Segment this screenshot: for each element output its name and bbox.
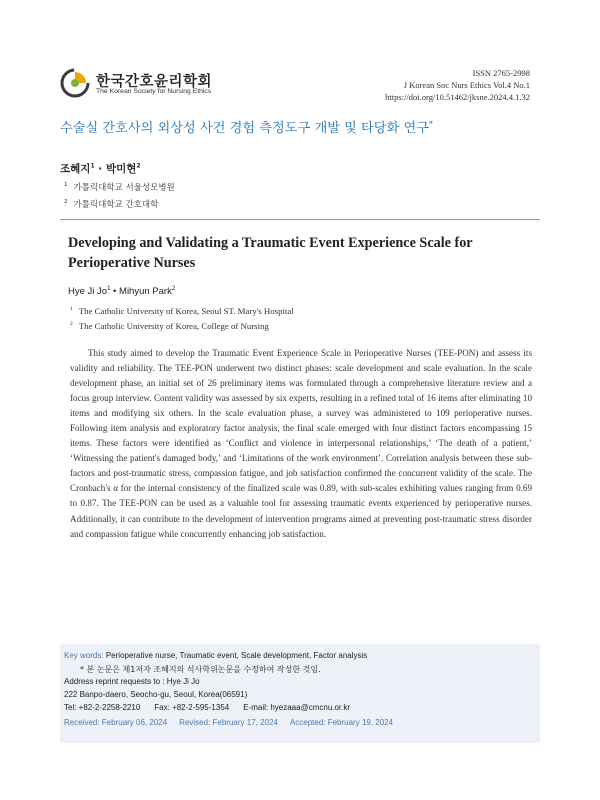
accepted-date: Accepted: February 19, 2024: [289, 718, 394, 727]
doi-link[interactable]: https://doi.org/10.51462/jksne.2024.4.1.32: [385, 92, 530, 102]
keywords-label: Key words:: [64, 651, 104, 660]
society-logo-icon: [60, 68, 90, 98]
received-date: Received: February 06, 2024: [64, 718, 168, 727]
english-affiliation-2: $^2$ The Catholic University of Korea, College of Nursing: [70, 321, 269, 331]
address: 222 Banpo-daero, Seocho-gu, Seoul, Korea(06591): [64, 690, 248, 699]
email[interactable]: E-mail: hyezaaa@cmcnu.or.kr: [243, 703, 351, 712]
english-affiliation-1: $^1$ The Catholic University of Korea, Seoul ST. Mary's Hospital: [70, 306, 294, 316]
reprint-request: Address reprint requests to : Hye Ji Jo: [64, 677, 200, 686]
korean-title: 수술실 간호사의 외상성 사건 경험 측정도구 개발 및 타당화 연구*: [60, 119, 433, 136]
issn: ISSN 2765-2998: [472, 68, 530, 78]
divider: [60, 219, 540, 220]
korean-author-1: 조혜지: [60, 163, 91, 175]
keywords: Key words: Perioperative nurse, Traumatic event, Scale development, Factor analysis: [64, 651, 368, 660]
korean-affiliation-2: $^2$ 가톨릭대학교 간호대학: [64, 199, 159, 210]
journal-citation: J Korean Soc Nurs Ethics Vol.4 No.1: [403, 80, 530, 90]
society-name-korean: 한국간호윤리학회: [96, 74, 213, 90]
english-author-1: Hye Ji Jo: [68, 286, 108, 298]
english-title: Developing and Validating a Traumatic Event Experience Scale for Perioperative Nurses: [68, 235, 473, 271]
thesis-note: * 본 논문은 제1저자 조혜지의 석사학위논문을 수정하여 작성한 것임.: [80, 665, 321, 674]
english-author-2: Mihyun Park: [119, 286, 172, 298]
tel: Tel: +82-2-2258-2210: [64, 703, 141, 712]
korean-authors: 조혜지$^1$ · 박미현$^2$: [60, 162, 141, 175]
revised-date: Revised: February 17, 2024: [179, 718, 278, 727]
abstract: This study aimed to develop the Traumatic Event Experience Scale in Perioperative Nurses (TEE-PON) and assess its validity and reliability. The TEE-PON underwent two distinct phases: scale development and scale evaluation. In the scale development phase, an initial set of 26 preliminary items was formulated through a comprehensive literature review and a focus group interview. Content validity was assessed by six experts, resulting in a refined total of 16 items after eliminating 10 items and modifying six others. In the scale evaluation phase, a survey was administered to 109 perioperative nurses. Following item analysis and exploratory factor analysis, the final scale emerged with four distinct factors encompassing 15 items. These factors were identified as ‘Conflict and violence in interpersonal relationships,’ ‘The death of a patient,’ ‘Witnessing the patient's damaged body,’ and ‘Limitations of the work environment’. Correlation analysis between these sub-factors and post-traumatic stress, compassion fatigue, and job satisfaction confirmed the concurrent validity of the scale. The Cronbach's α for the internal consistency of the finalized scale was 0.89, with sub-scales exhibiting values ranging from 0.69 to 0.87. The TEE-PON can be used as a valuable tool for assessing traumatic events experienced by perioperative nurses. Additionally, it can contribute to the development of intervention programs aimed at preventing post-traumatic stress disorder and compassion fatigue while concurrently enhancing job satisfaction.: [70, 348, 532, 539]
dates-line: [64, 718, 393, 727]
contact-line: [64, 703, 350, 712]
english-authors: Hye Ji Jo$^1$ • Mihyun Park$^2$: [68, 286, 176, 298]
korean-affiliation-1: $^1$ 가톨릭대학교 서울성모병원: [64, 182, 175, 193]
fax: Fax: +82-2-595-1354: [154, 703, 230, 712]
korean-author-2: 박미현: [105, 163, 137, 175]
society-name-english: The Korean Society for Nursing Ethics: [96, 88, 212, 95]
